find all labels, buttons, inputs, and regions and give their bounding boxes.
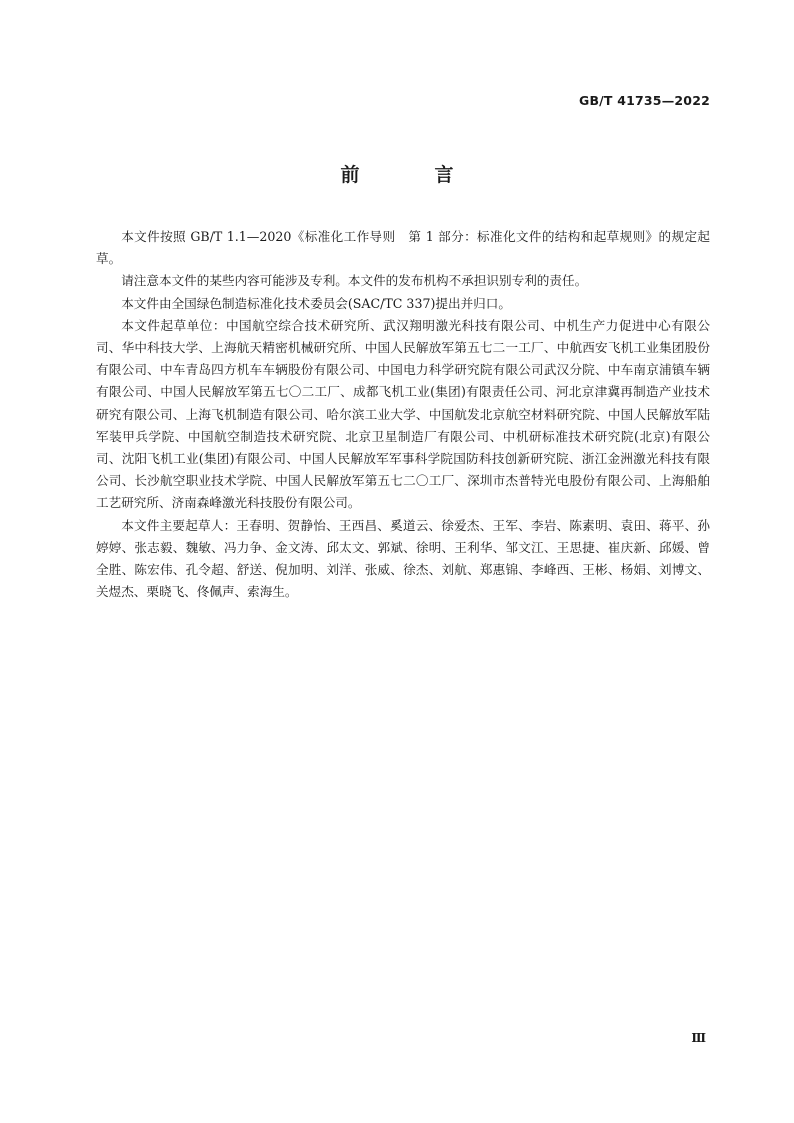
page-title: 前 言 bbox=[340, 164, 482, 186]
standard-code: GB/T 41735—2022 bbox=[578, 93, 710, 108]
paragraph-drafting-units: 本文件起草单位：中国航空综合技术研究所、武汉翔明激光科技有限公司、中机生产力促进中心有限公司、华中科技大学、上海航天精密机械研究所、中国人民解放军第五七二一工厂、中航西安飞机工业集团股份有限公司、中车青岛四方机车车辆股份有限公司、中国电力科学研究院有限公司武汉分院、中车南京浦镇车辆有限公司、中国人民解放军第五七〇二工厂、成都飞机工业(集团)有限责任公司、河北京津冀再制造产业技术研究有限公司、上海飞机制造有限公司、哈尔滨工业大学、中国航发北京航空材料研究院、中国人民解放军陆军装甲兵学院、中国航空制造技术研究院、北京卫星制造厂有限公司、中机研标准技术研究院(北京)有限公司、沈阳飞机工业(集团)有限公司、中国人民解放军军事科学院国防科技创新研究院、浙江金洲激光科技有限公司、长沙航空职业技术学院、中国人民解放军第五七二〇工厂、深圳市杰普特光电股份有限公司、上海船舶工艺研究所、济南森峰激光科技股份有限公司。 bbox=[96, 317, 710, 511]
paragraph-drafters: 本文件主要起草人：王春明、贺静怡、王西昌、奚道云、徐爱杰、王军、李岩、陈素明、袁田、蒋平、孙婷婷、张志毅、魏敏、冯力争、金文涛、邱太文、郭斌、徐明、王利华、邹文江、王思捷、崔庆新、邱媛、曾全胜、陈宏伟、孔令超、舒送、倪加明、刘洋、张威、徐杰、刘航、郑惠锦、李峰西、王彬、杨娟、刘博文、关煜杰、栗晓飞、佟佩声、索海生。 bbox=[96, 517, 710, 600]
page-number: Ⅲ bbox=[691, 1031, 706, 1045]
paragraph-patent-notice: 请注意本文件的某些内容可能涉及专利。本文件的发布机构不承担识别专利的责任。 bbox=[121, 273, 588, 289]
paragraph-proposer: 本文件由全国绿色制造标准化技术委员会(SAC/TC 337)提出并归口。 bbox=[121, 295, 511, 311]
paragraph-drafting-rules: 本文件按照 GB/T 1.1—2020《标准化工作导则 第 1 部分：标准化文件的结构和起草规则》的规定起草。 bbox=[96, 229, 710, 267]
foreword-body bbox=[96, 226, 710, 603]
